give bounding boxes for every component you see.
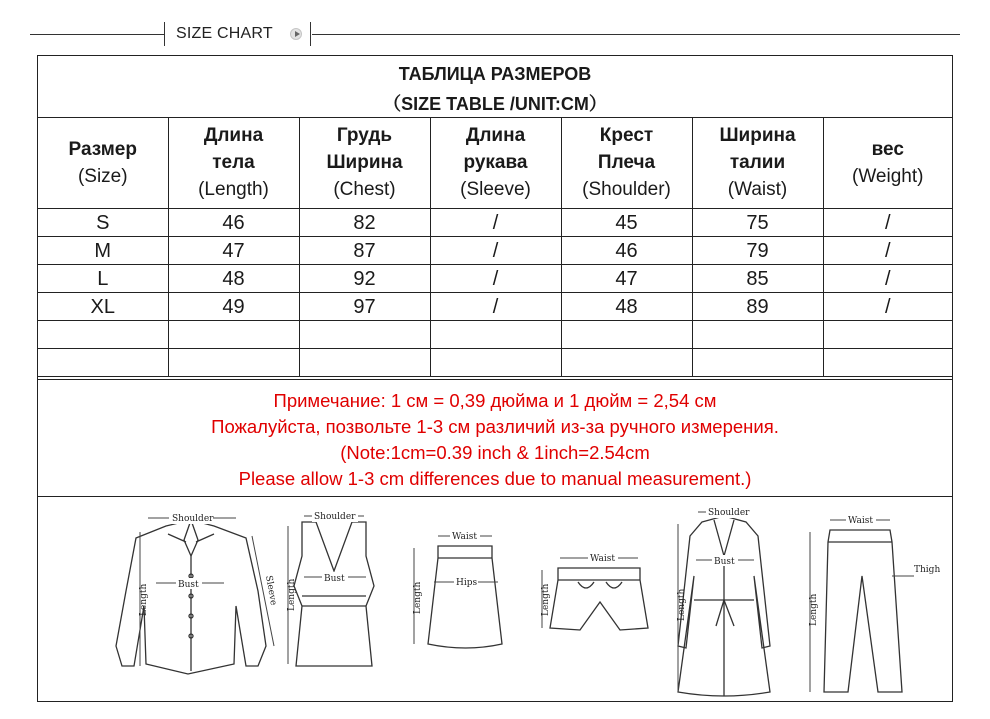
cell-length: 48 — [168, 265, 299, 293]
cell-sleeve: / — [430, 293, 561, 321]
column-header-ru: Размер — [68, 138, 137, 160]
cell-weight: / — [823, 209, 952, 237]
header-title: SIZE CHART — [176, 25, 273, 42]
cell-chest: 97 — [299, 293, 430, 321]
pants-length-label: Length — [809, 593, 819, 626]
cell-empty — [168, 321, 299, 349]
table-row — [38, 293, 952, 321]
cell-chest: 82 — [299, 209, 430, 237]
tank-length-label: Length — [287, 578, 297, 611]
note-line-ru-1: Примечание: 1 см = 0,39 дюйма и 1 дюйм = 2,54 см — [273, 390, 717, 411]
column-header-ru: Крест Плеча — [597, 125, 656, 173]
table-title-block — [38, 56, 952, 118]
table-row — [38, 321, 952, 349]
cell-size: L — [38, 265, 168, 293]
coat-bust-label: Bust — [714, 557, 735, 567]
cell-length: 49 — [168, 293, 299, 321]
pants-waist-label: Waist — [848, 516, 873, 526]
column-header-chest — [299, 117, 430, 209]
cell-length: 47 — [168, 237, 299, 265]
coat-diagram — [658, 496, 788, 701]
blouse-bust-label: Bust — [178, 580, 199, 590]
column-header-weight — [823, 117, 952, 209]
tank-diagram — [274, 496, 394, 701]
tank-outline-icon — [294, 522, 374, 666]
cell-waist: 85 — [692, 265, 823, 293]
column-header-length — [168, 117, 299, 209]
blouse-length-label: Length — [139, 583, 149, 616]
column-header-ru: вес — [871, 138, 904, 160]
column-header-ru: Длина тела — [203, 125, 264, 173]
column-header-en: (Length) — [198, 179, 269, 200]
cell-shoulder: 48 — [561, 293, 692, 321]
table-row — [38, 265, 952, 293]
tank-shoulder-label: Shoulder — [314, 512, 356, 522]
cell-waist: 79 — [692, 237, 823, 265]
table-title-en: （SIZE TABLE /UNIT:CM） — [383, 94, 607, 114]
coat-length-label: Length — [677, 588, 687, 621]
table-title-ru: ТАБЛИЦА РАЗМЕРОВ — [398, 64, 592, 84]
column-header-en: (Shoulder) — [582, 179, 671, 200]
tank-bust-label: Bust — [324, 574, 345, 584]
cell-empty — [299, 321, 430, 349]
play-circle-icon — [290, 28, 302, 40]
measurement-notes — [38, 379, 952, 497]
pants-diagram — [790, 496, 940, 701]
column-header-en: (Chest) — [333, 179, 396, 200]
cell-waist: 75 — [692, 209, 823, 237]
cell-size: S — [38, 209, 168, 237]
cell-sleeve: / — [430, 209, 561, 237]
table-row — [38, 237, 952, 265]
header-divider-left — [164, 22, 165, 46]
column-header-ru: Грудь Ширина — [326, 125, 403, 173]
size-table — [38, 117, 952, 377]
skirt-waist-label: Waist — [452, 532, 477, 542]
cell-chest: 87 — [299, 237, 430, 265]
cell-shoulder: 45 — [561, 209, 692, 237]
header-rule-right — [312, 34, 960, 35]
cell-empty — [561, 321, 692, 349]
cell-weight: / — [823, 293, 952, 321]
note-line-en-2: Please allow 1-3 cm differences due to manual measurement.) — [238, 468, 752, 489]
cell-chest: 92 — [299, 265, 430, 293]
note-line-ru-2: Пожалуйста, позвольте 1-3 см различий из-за ручного измерения. — [211, 416, 779, 437]
skirt-diagram — [402, 496, 512, 701]
column-header-en: (Size) — [77, 165, 128, 187]
cell-sleeve: / — [430, 237, 561, 265]
cell-empty — [430, 321, 561, 349]
coat-shoulder-label: Shoulder — [708, 508, 750, 518]
column-header-ru: Ширина талии — [719, 125, 796, 173]
garment-diagrams — [38, 496, 952, 701]
pants-outline-icon — [824, 530, 902, 692]
blouse-diagram — [96, 496, 296, 701]
cell-waist: 89 — [692, 293, 823, 321]
cell-empty — [168, 349, 299, 377]
cell-empty — [38, 321, 168, 349]
cell-size: M — [38, 237, 168, 265]
column-header-en: (Weight) — [852, 165, 924, 187]
cell-empty — [430, 349, 561, 377]
column-header-en: (Waist) — [727, 179, 788, 200]
cell-empty — [692, 321, 823, 349]
cell-shoulder: 46 — [561, 237, 692, 265]
skirt-hips-label: Hips — [456, 578, 478, 588]
size-chart-frame — [37, 55, 953, 702]
cell-empty — [823, 349, 952, 377]
table-row — [38, 209, 952, 237]
column-header-size — [38, 117, 168, 209]
cell-sleeve: / — [430, 265, 561, 293]
cell-empty — [692, 349, 823, 377]
column-header-waist — [692, 117, 823, 209]
shorts-outline-icon — [550, 568, 648, 630]
shorts-diagram — [528, 496, 658, 701]
cell-length: 46 — [168, 209, 299, 237]
shorts-length-label: Length — [541, 583, 551, 616]
cell-empty — [299, 349, 430, 377]
skirt-outline-icon — [428, 546, 502, 648]
cell-shoulder: 47 — [561, 265, 692, 293]
skirt-length-label: Length — [413, 581, 423, 614]
column-header-shoulder — [561, 117, 692, 209]
cell-weight: / — [823, 237, 952, 265]
header-divider-right — [310, 22, 311, 46]
cell-weight: / — [823, 265, 952, 293]
cell-empty — [38, 349, 168, 377]
coat-outline-icon — [678, 516, 770, 696]
cell-size: XL — [38, 293, 168, 321]
blouse-sleeve-label: Sleeve — [263, 574, 279, 607]
note-line-en-1: (Note:1cm=0.39 inch & 1inch=2.54cm — [340, 442, 650, 463]
cell-empty — [561, 349, 692, 377]
column-header-en: (Sleeve) — [460, 179, 531, 200]
table-header-row — [38, 117, 952, 209]
cell-empty — [823, 321, 952, 349]
shorts-waist-label: Waist — [590, 554, 615, 564]
column-header-ru: Длина рукава — [463, 125, 528, 173]
table-row — [38, 349, 952, 377]
blouse-shoulder-label: Shoulder — [172, 514, 214, 524]
header-rule-left — [30, 34, 164, 35]
column-header-sleeve — [430, 117, 561, 209]
pants-thigh-label: Thigh — [914, 565, 940, 575]
